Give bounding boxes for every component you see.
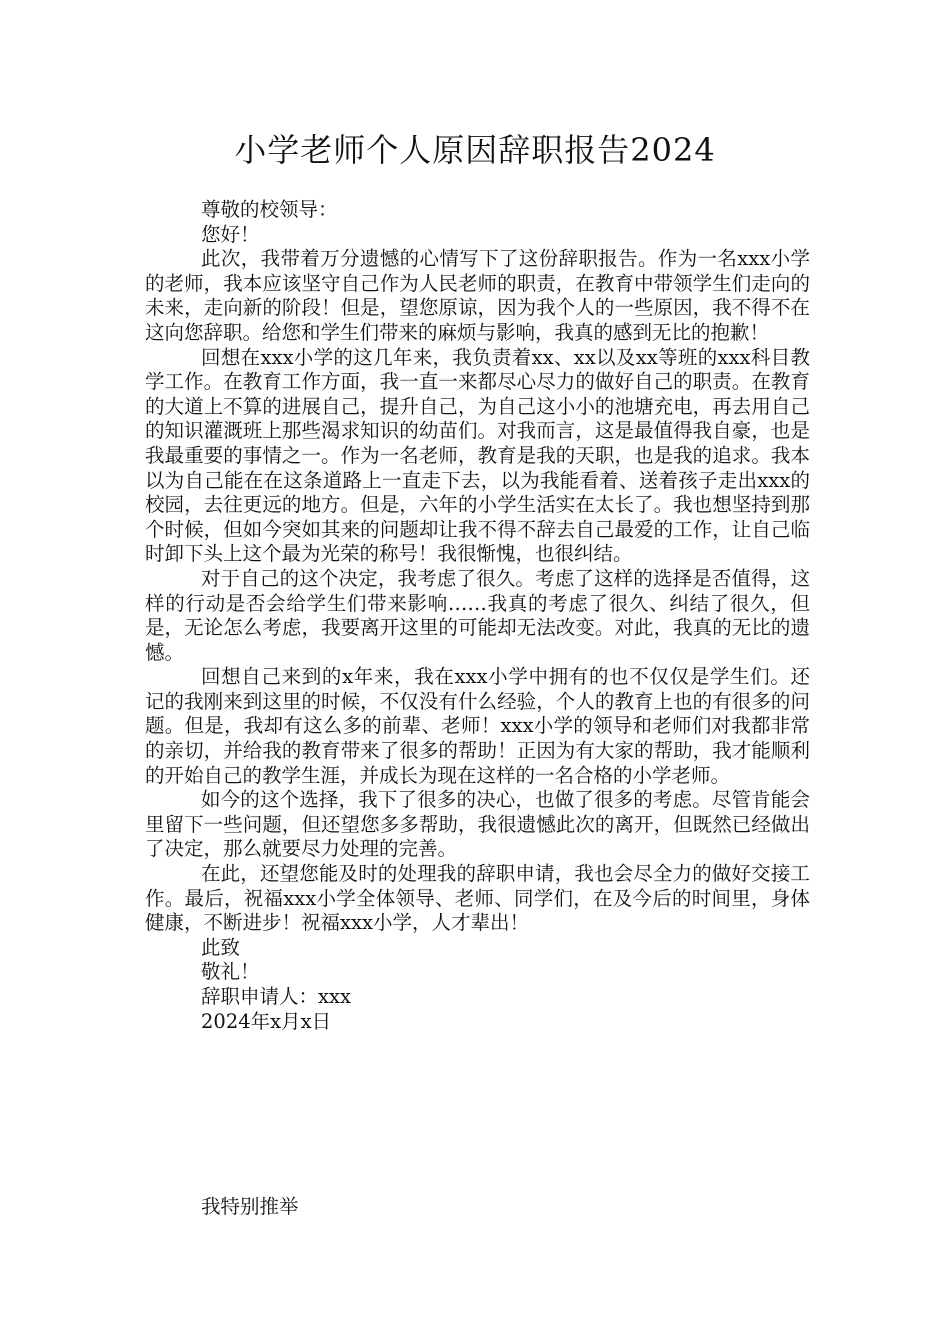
paragraph-5: 如今的这个选择，我下了很多的决心，也做了很多的考虑。尽管肯能会里留下一些问题，但还望您多多帮助，我很遗憾此次的离开，但既然已经做出了决定，那么就要尽力处理的完善。 bbox=[145, 788, 810, 861]
paragraph-4: 回想自己来到的x年来，我在xxx小学中拥有的也不仅仅是学生们。还记的我刚来到这里的时候，不仅没有什么经验，个人的教育上也的有很多的问题。但是，我却有这么多的前辈、老师！xxx小学的领导和老师们对我都非常的亲切，并给我的教育带来了很多的帮助！正因为有大家的帮助，我才能顺利的开始自己的教学生涯，并成长为现在这样的一名合格的小学老师。 bbox=[145, 665, 810, 787]
footer-fragment: 我特别推举 bbox=[201, 1195, 299, 1218]
date: 2024年x月x日 bbox=[201, 1009, 332, 1033]
letter-body bbox=[145, 198, 810, 1034]
document-title: 小学老师个人原因辞职报告2024 bbox=[234, 131, 716, 169]
closing-line-2: 敬礼！ bbox=[201, 960, 260, 984]
paragraph-6: 在此，还望您能及时的处理我的辞职申请，我也会尽全力的做好交接工作。最后，祝福xxx小学全体领导、老师、同学们，在及今后的时间里，身体健康，不断进步！祝福xxx小学，人才辈出！ bbox=[145, 862, 810, 935]
signature: 辞职申请人：xxx bbox=[201, 985, 351, 1008]
salutation: 尊敬的校领导： bbox=[201, 198, 338, 221]
paragraph-2: 回想在xxx小学的这几年来，我负责着xx、xx以及xx等班的xxx科目教学工作。在教育工作方面，我一直一来都尽心尽力的做好自己的职责。在教育的大道上不算的进展自己，提升自己，为自己这小小的池塘充电，再去用自己的知识灌溉班上那些渴求知识的幼苗们。对我而言，这是最值得我自豪，也是我最重要的事情之一。作为一名老师，教育是我的天职，也是我的追求。我本以为自己能在在这条道路上一直走下去，以为我能看着、送着孩子走出xxx的校园，去往更远的地方。但是，六年的小学生活实在太长了。我也想坚持到那个时候，但如今突如其来的问题却让我不得不辞去自己最爱的工作，让自己临时卸下头上这个最为光荣的称号！我很惭愧，也很纠结。 bbox=[145, 345, 810, 566]
greeting: 您好！ bbox=[201, 222, 260, 246]
paragraph-3: 对于自己的这个决定，我考虑了很久。考虑了这样的选择是否值得，这样的行动是否会给学生们带来影响……我真的考虑了很久、纠结了很久，但是，无论怎么考虑，我要离开这里的可能却无法改变。对此，我真的无比的遗憾。 bbox=[145, 566, 810, 664]
paragraph-1: 此次，我带着万分遗憾的心情写下了这份辞职报告。作为一名xxx小学的老师，我本应该坚守自己作为人民老师的职责，在教育中带领学生们走向的未来，走向新的阶段！但是，望您原谅，因为我个人的一些原因，我不得不在这向您辞职。给您和学生们带来的麻烦与影响，我真的感到无比的抱歉！ bbox=[145, 247, 810, 344]
closing-line-1: 此致 bbox=[201, 935, 241, 959]
